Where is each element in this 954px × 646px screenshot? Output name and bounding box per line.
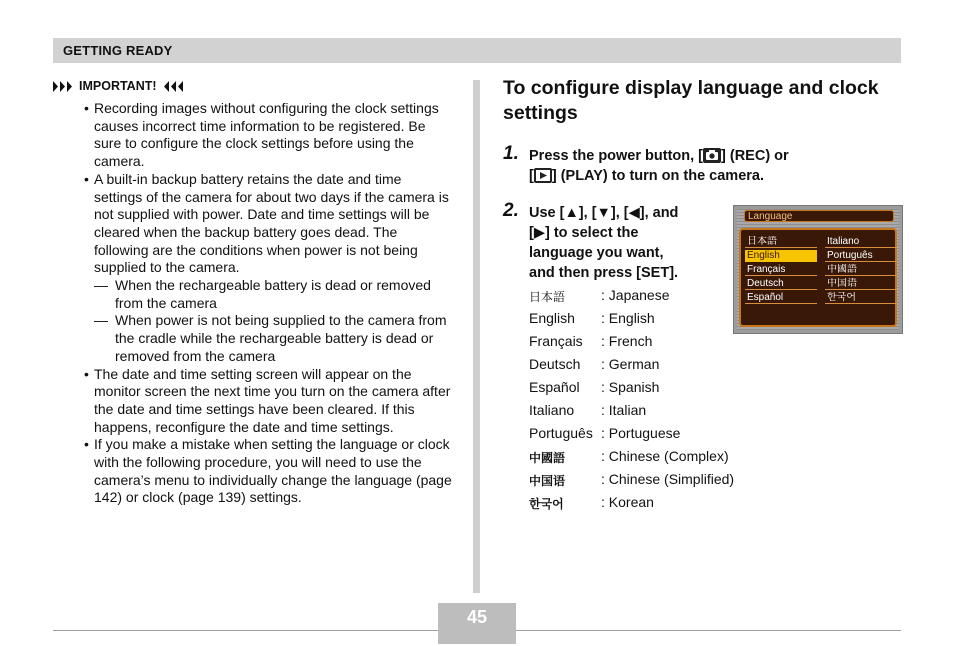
lcd-item: 日本語 [745,236,817,248]
page-tab-base [438,630,516,644]
section-header-title: GETTING READY [63,43,173,58]
section-header-bar [53,38,901,63]
right-arrows-icon [161,81,183,92]
language-screen-illustration [733,205,903,334]
lcd-item-selected: English [745,250,817,262]
bullet-item: • The date and time setting screen will appear on the monitor screen the next time you turn on the camera after the date and time settings have been cleared. If this happens, reconfigure the date and time settings. [53,366,453,437]
procedure-section: To configure display language and clock settings 1. Press the power button, [ ] (REC) or [ ] (PLAY) to turn on the camera. 2. Use [▲], [▼], [◀], and [▶] to select the language you want, and then press [SET]. 日本語 : Japanese English : English Français : French Deutsch : German Español : Spanish Italiano : Italian Português : Portuguese 中國語 : Chinese (Complex) 中国语 : Chinese (Simplified) 한국어 : Korean [503,76,903,126]
lcd-item: 中国语 [825,278,897,290]
column-divider [473,80,480,593]
bullet-item: • A built-in backup battery retains the date and time settings of the camera for about two days if the camera is not supplied with power. Date and time settings will be cleared when the backup battery goes dead. The following are the conditions when power is not being supplied to the camera. — When the rechargeable battery is dead or removed from the camera — When power is not being supplied to the camera from the cradle while the rechargeable battery is dead or removed from the camera [53,171,453,366]
left-arrows-icon [53,81,75,92]
step-number: 2. [503,200,519,221]
camera-icon [703,148,721,163]
step-text: Press the power button, [ ] (REC) or [ ] (PLAY) to turn on the camera. [529,148,789,184]
important-notes [53,78,453,507]
important-bullet-list [53,100,453,507]
lcd-item: 中國語 [825,264,897,276]
lcd-item: Deutsch [745,278,817,290]
section-title: To configure display language and clock settings [503,77,879,124]
lcd-item: Français [745,264,817,276]
lcd-item: Español [745,292,817,304]
lcd-language-panel [739,228,897,327]
step-number: 1. [503,143,519,164]
power-condition-list [94,277,453,366]
page-number: 45 [438,603,516,630]
important-heading [53,78,453,94]
lcd-item: 한국어 [825,292,897,304]
sub-item: — When power is not being supplied to the camera from the cradle while the rechargeable battery is dead or removed from the camera [53,312,453,365]
important-label: IMPORTANT! [79,79,157,93]
play-icon [534,168,552,183]
lcd-title: Language [744,210,894,222]
bullet-item: • Recording images without configuring the clock settings causes incorrect time information to be registered. Be sure to configure the clock settings before using the camera. [53,100,453,171]
sub-item: — When the rechargeable battery is dead or removed from the camera [53,277,453,312]
lcd-item: Italiano [825,236,897,248]
step-text: Use [▲], [▼], [◀], and [▶] to select the language you want, and then press [SET]. [529,205,679,281]
lcd-item: Português [825,250,897,262]
bullet-item: • If you make a mistake when setting the language or clock with the following procedure, you will need to use the camera’s menu to individually change the language (page 142) or clock (page 139) settings. [53,436,453,507]
